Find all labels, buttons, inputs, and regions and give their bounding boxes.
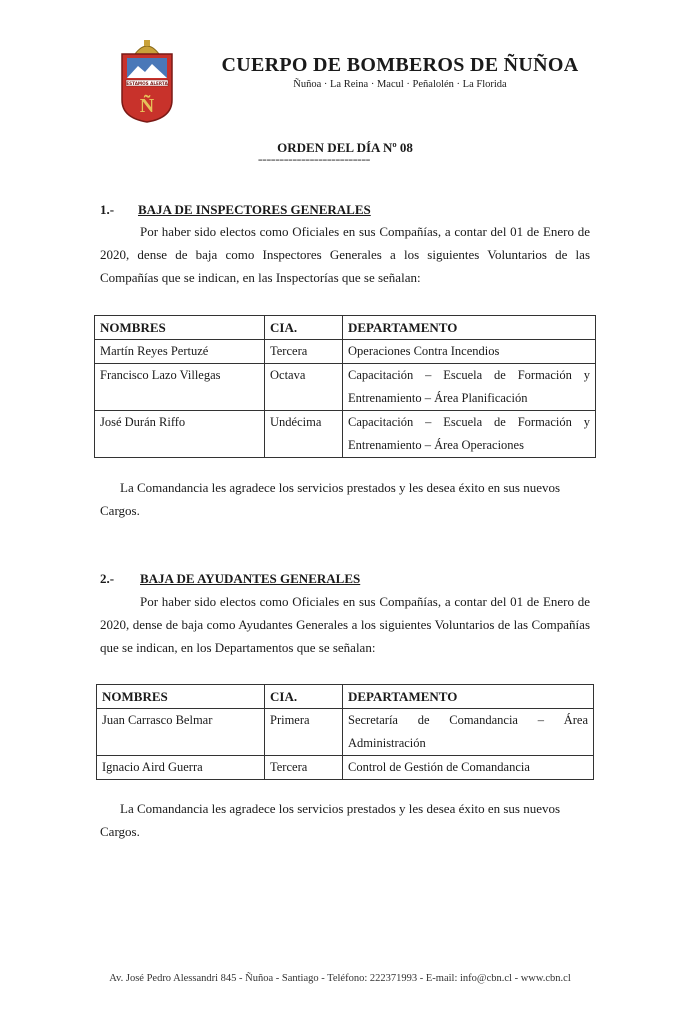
table-cell-department: Control de Gestión de Comandancia — [343, 756, 594, 780]
table-cell-cia: Tercera — [265, 340, 343, 364]
section-1-closing: La Comandancia les agradece los servicios prestados y les desea éxito en sus nuevos — [120, 480, 561, 495]
table-cell-department: Secretaría de Comandancia – Área Administración — [343, 709, 594, 756]
section-2-table — [96, 684, 594, 780]
table-row — [97, 756, 594, 780]
section-2-title: BAJA DE AYUDANTES GENERALES — [140, 571, 361, 586]
table-header-departamento: DEPARTAMENTO — [343, 316, 596, 340]
table-row — [95, 340, 596, 364]
table-row — [95, 364, 596, 411]
table-cell-cia: Undécima — [265, 411, 343, 458]
table-header-nombres: NOMBRES — [95, 316, 265, 340]
table-header-row — [97, 685, 594, 709]
table-header-cia: CIA. — [265, 685, 343, 709]
table-cell-cia: Octava — [265, 364, 343, 411]
footer-contact: Av. José Pedro Alessandri 845 - Ñuñoa - Santiago - Teléfono: 222371993 - E-mail: info@cbn.cl - www.cbn.cl — [109, 973, 571, 984]
table-row — [97, 709, 594, 756]
organization-logo — [118, 36, 176, 124]
section-2-paragraph: Por haber sido electos como Oficiales en sus Compañías, a contar del 01 de Enero de 2020, dense de baja como Ayudantes Generales a los siguientes Voluntarios de las Compañías que se indican, en los Departamentos que se señalan: — [100, 594, 590, 655]
section-1-closing-end: Cargos. — [100, 503, 140, 518]
section-1-title: BAJA DE INSPECTORES GENERALES — [138, 202, 371, 217]
table-cell-name: Francisco Lazo Villegas — [95, 364, 265, 411]
section-1-table — [94, 315, 596, 458]
section-2-number: 2.- — [100, 571, 115, 586]
logo-motto: ESTAMOS ALERTA — [126, 81, 168, 86]
table-header-nombres: NOMBRES — [97, 685, 265, 709]
order-title-underline: ========================== — [258, 156, 371, 165]
table-cell-department: Operaciones Contra Incendios — [343, 340, 596, 364]
table-cell-name: Ignacio Aird Guerra — [97, 756, 265, 780]
table-header-row — [95, 316, 596, 340]
table-cell-name: Martín Reyes Pertuzé — [95, 340, 265, 364]
section-1-paragraph: Por haber sido electos como Oficiales en sus Compañías, a contar del 01 de Enero de 2020, dense de baja como Inspectores Generales a los siguientes Voluntarios de las Compañías que se indican, en las Inspectorías que se señalan: — [100, 224, 590, 285]
section-2-closing-end: Cargos. — [100, 824, 140, 839]
organization-communes: Ñuñoa · La Reina · Macul · Peñalolén · La Florida — [293, 79, 507, 90]
table-row — [95, 411, 596, 458]
table-header-cia: CIA. — [265, 316, 343, 340]
table-cell-name: Juan Carrasco Belmar — [97, 709, 265, 756]
table-header-departamento: DEPARTAMENTO — [343, 685, 594, 709]
table-cell-department: Capacitación – Escuela de Formación y Entrenamiento – Área Planificación — [343, 364, 596, 411]
fire-brigade-crest-icon — [118, 36, 176, 124]
table-cell-cia: Tercera — [265, 756, 343, 780]
table-cell-name: José Durán Riffo — [95, 411, 265, 458]
table-cell-department: Capacitación – Escuela de Formación y Entrenamiento – Área Operaciones — [343, 411, 596, 458]
table-cell-cia: Primera — [265, 709, 343, 756]
organization-name: CUERPO DE BOMBEROS DE ÑUÑOA — [221, 54, 579, 76]
logo-letter: Ñ — [139, 95, 155, 117]
section-2-closing: La Comandancia les agradece los servicios prestados y les desea éxito en sus nuevos — [120, 801, 561, 816]
order-title: ORDEN DEL DÍA Nº 08 — [277, 140, 413, 155]
section-1-number: 1.- — [100, 202, 115, 217]
